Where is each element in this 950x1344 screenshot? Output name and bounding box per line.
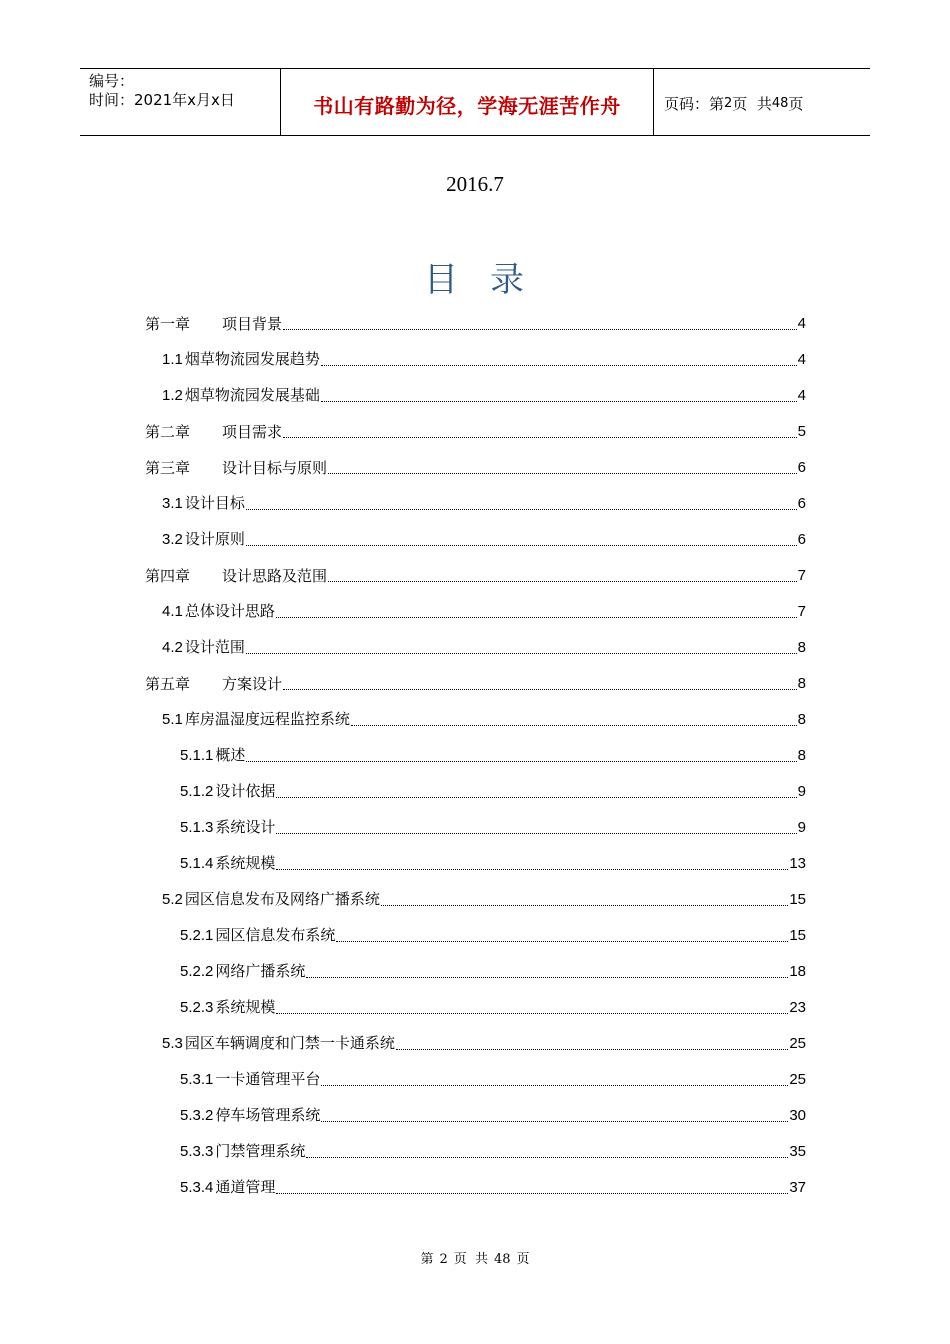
toc-entry-text <box>180 997 276 1018</box>
toc-entry-title: 项目需求 <box>222 423 283 441</box>
page-current: 2 <box>724 95 733 111</box>
toc-entry-text <box>162 493 246 514</box>
toc-dot-leader <box>328 581 797 582</box>
toc-page-number: 6 <box>797 459 806 476</box>
toc-entry-text <box>180 961 306 982</box>
toc-dot-leader <box>276 617 797 618</box>
toc-entry[interactable] <box>145 694 806 730</box>
toc-entry-title: 停车场管理系统 <box>215 1106 321 1124</box>
toc-chapter-label: 第二章 <box>145 423 191 441</box>
toc-entry-text <box>180 781 276 802</box>
toc-dot-leader <box>246 653 797 654</box>
toc-dot-leader <box>276 869 788 870</box>
toc-page-number: 4 <box>797 351 806 368</box>
toc-section-number: 5.3 <box>162 1035 183 1052</box>
page-mid: 页 共 <box>732 94 772 113</box>
toc-entry[interactable] <box>145 478 806 514</box>
toc-entry[interactable] <box>145 406 806 442</box>
toc-entry-text <box>162 1033 396 1054</box>
toc-entry-title: 设计目标 <box>184 494 245 512</box>
toc-section-number: 5.1.2 <box>180 783 214 800</box>
toc-entry-title: 门禁管理系统 <box>215 1142 306 1160</box>
toc-dot-leader <box>246 509 797 510</box>
toc-entry-title: 设计目标与原则 <box>222 459 328 477</box>
toc-section-number: 4.1 <box>162 603 183 620</box>
toc-dot-leader <box>276 1193 788 1194</box>
toc-entry-title: 设计范围 <box>184 638 245 656</box>
toc-entry-text <box>162 529 246 550</box>
footer-suffix: 页 <box>516 1252 530 1267</box>
toc-page-number: 8 <box>797 711 806 728</box>
toc-page-number: 4 <box>797 315 806 332</box>
toc-entry[interactable] <box>145 334 806 370</box>
toc-title: 目录 <box>424 260 556 300</box>
toc-entry[interactable] <box>145 730 806 766</box>
toc-section-number: 3.2 <box>162 531 183 548</box>
number-label: 编号： <box>89 72 135 90</box>
toc-entry[interactable] <box>145 1162 806 1198</box>
toc-entry-title: 园区信息发布系统 <box>215 926 336 944</box>
toc-chapter-label: 第五章 <box>145 675 191 693</box>
footer-mid: 页 共 <box>453 1252 488 1267</box>
toc-entry-title: 系统规模 <box>215 854 276 872</box>
toc-entry-title: 库房温湿度远程监控系统 <box>184 710 350 728</box>
toc-entry[interactable] <box>145 514 806 550</box>
toc-entry-text <box>162 385 321 406</box>
toc-entry[interactable] <box>145 298 806 334</box>
toc-entry-text <box>180 925 336 946</box>
toc-entry[interactable] <box>145 1018 806 1054</box>
footer-current: 2 <box>439 1252 448 1267</box>
toc-entry-text <box>180 1105 321 1126</box>
toc-entry[interactable] <box>145 586 806 622</box>
toc-page-number: 23 <box>789 999 806 1016</box>
footer-total: 48 <box>494 1252 511 1267</box>
toc-page-number: 18 <box>789 963 806 980</box>
toc-entry-text <box>145 458 328 478</box>
toc-entry-title: 烟草物流园发展趋势 <box>184 350 320 368</box>
toc-section-number: 5.1.1 <box>180 747 214 764</box>
toc-entry-title: 项目背景 <box>222 315 283 333</box>
toc-page-number: 6 <box>797 531 806 548</box>
toc-entry-text <box>162 709 351 730</box>
toc-page-number: 25 <box>789 1071 806 1088</box>
toc-entry[interactable] <box>145 874 806 910</box>
toc-entry-title: 网络广播系统 <box>215 962 306 980</box>
toc-dot-leader <box>321 1121 788 1122</box>
toc-entry-title: 一卡通管理平台 <box>215 1070 321 1088</box>
toc-chapter-label: 第四章 <box>145 567 191 585</box>
toc-entry-title: 园区信息发布及网络广播系统 <box>184 890 380 908</box>
toc-entry[interactable] <box>145 550 806 586</box>
toc-entry-title: 系统规模 <box>215 998 276 1016</box>
toc-entry-text <box>145 674 283 694</box>
toc-section-number: 5.2.1 <box>180 927 214 944</box>
toc-entry-text <box>145 566 328 586</box>
toc-dot-leader <box>328 473 797 474</box>
toc-entry-title: 烟草物流园发展基础 <box>184 386 320 404</box>
toc-section-number: 1.2 <box>162 387 183 404</box>
toc-entry-title: 方案设计 <box>222 675 283 693</box>
toc-entry[interactable] <box>145 1090 806 1126</box>
toc-chapter-label: 第三章 <box>145 459 191 477</box>
toc-dot-leader <box>336 941 788 942</box>
toc-section-number: 4.2 <box>162 639 183 656</box>
toc-section-number: 5.2.3 <box>180 999 214 1016</box>
page-prefix: 页码：第 <box>664 94 725 113</box>
toc-section-number: 5.3.3 <box>180 1143 214 1160</box>
toc-entry-title: 设计依据 <box>215 782 276 800</box>
toc-dot-leader <box>321 401 797 402</box>
toc-entry[interactable] <box>145 1126 806 1162</box>
toc-entry-title: 设计原则 <box>184 530 245 548</box>
toc-entry-text <box>162 637 246 658</box>
document-date: 2016.7 <box>446 172 504 196</box>
toc-dot-leader <box>306 977 788 978</box>
toc-page-number: 7 <box>797 603 806 620</box>
toc-entry[interactable] <box>145 838 806 874</box>
toc-entry-title: 设计思路及范围 <box>222 567 328 585</box>
toc-entry-title: 概述 <box>215 746 246 764</box>
toc-page-number: 9 <box>797 819 806 836</box>
toc-page-number: 4 <box>797 387 806 404</box>
page-footer <box>0 1248 950 1267</box>
toc-page-number: 8 <box>797 747 806 764</box>
toc-entry-text <box>162 601 276 622</box>
page-header <box>80 68 870 136</box>
toc-entry[interactable] <box>145 658 806 694</box>
toc-section-number: 5.2.2 <box>180 963 214 980</box>
time-label: 时间：2021年x月x日 <box>89 91 235 109</box>
toc-dot-leader <box>283 437 797 438</box>
toc-dot-leader <box>246 545 797 546</box>
toc-page-number: 25 <box>789 1035 806 1052</box>
toc-page-number: 6 <box>797 495 806 512</box>
toc-dot-leader <box>381 905 788 906</box>
toc-dot-leader <box>246 761 796 762</box>
toc-page-number: 15 <box>789 891 806 908</box>
toc-dot-leader <box>351 725 797 726</box>
toc-dot-leader <box>276 833 796 834</box>
toc-entry-text <box>180 853 276 874</box>
page-suffix: 页 <box>788 94 804 113</box>
toc-entry[interactable] <box>145 982 806 1018</box>
toc-section-number: 5.2 <box>162 891 183 908</box>
toc-section-number: 5.1 <box>162 711 183 728</box>
table-of-contents <box>145 298 806 1198</box>
header-meta <box>80 69 281 135</box>
toc-page-number: 9 <box>797 783 806 800</box>
toc-page-number: 8 <box>797 639 806 656</box>
toc-dot-leader <box>276 797 796 798</box>
toc-entry[interactable] <box>145 442 806 478</box>
toc-page-number: 5 <box>797 423 806 440</box>
toc-dot-leader <box>283 329 797 330</box>
toc-section-number: 3.1 <box>162 495 183 512</box>
toc-dot-leader <box>321 365 797 366</box>
toc-dot-leader <box>306 1157 788 1158</box>
toc-dot-leader <box>276 1013 788 1014</box>
toc-section-number: 5.1.3 <box>180 819 214 836</box>
toc-section-number: 5.1.4 <box>180 855 214 872</box>
toc-dot-leader <box>321 1085 788 1086</box>
toc-page-number: 30 <box>789 1107 806 1124</box>
toc-entry-title: 总体设计思路 <box>184 602 275 620</box>
toc-entry[interactable] <box>145 802 806 838</box>
toc-entry[interactable] <box>145 622 806 658</box>
toc-page-number: 37 <box>789 1179 806 1196</box>
toc-section-number: 5.3.4 <box>180 1179 214 1196</box>
toc-entry[interactable] <box>145 766 806 802</box>
toc-entry-text <box>180 1177 276 1198</box>
toc-dot-leader <box>283 689 797 690</box>
toc-entry[interactable] <box>145 1054 806 1090</box>
toc-entry-text <box>180 1141 306 1162</box>
toc-entry-text <box>180 745 246 766</box>
toc-entry-text <box>180 1069 321 1090</box>
page-total: 48 <box>771 95 789 111</box>
toc-entry[interactable] <box>145 946 806 982</box>
toc-section-number: 5.3.2 <box>180 1107 214 1124</box>
toc-chapter-label: 第一章 <box>145 315 191 333</box>
header-page-info <box>654 69 870 135</box>
toc-page-number: 8 <box>797 675 806 692</box>
toc-page-number: 13 <box>789 855 806 872</box>
toc-entry-text <box>145 422 283 442</box>
toc-page-number: 35 <box>789 1143 806 1160</box>
toc-entry[interactable] <box>145 910 806 946</box>
toc-section-number: 1.1 <box>162 351 183 368</box>
toc-page-number: 15 <box>789 927 806 944</box>
toc-entry-title: 系统设计 <box>215 818 276 836</box>
toc-entry-title: 通道管理 <box>215 1178 276 1196</box>
toc-entry[interactable] <box>145 370 806 406</box>
toc-page-number: 7 <box>797 567 806 584</box>
toc-entry-title: 园区车辆调度和门禁一卡通系统 <box>184 1034 395 1052</box>
toc-entry-text <box>162 349 321 370</box>
header-motto: 书山有路勤为径，学海无涯苦作舟 <box>281 69 654 135</box>
toc-entry-text <box>180 817 276 838</box>
toc-section-number: 5.3.1 <box>180 1071 214 1088</box>
toc-entry-text <box>145 314 283 334</box>
toc-entry-text <box>162 889 381 910</box>
footer-prefix: 第 <box>420 1252 434 1267</box>
toc-dot-leader <box>396 1049 788 1050</box>
